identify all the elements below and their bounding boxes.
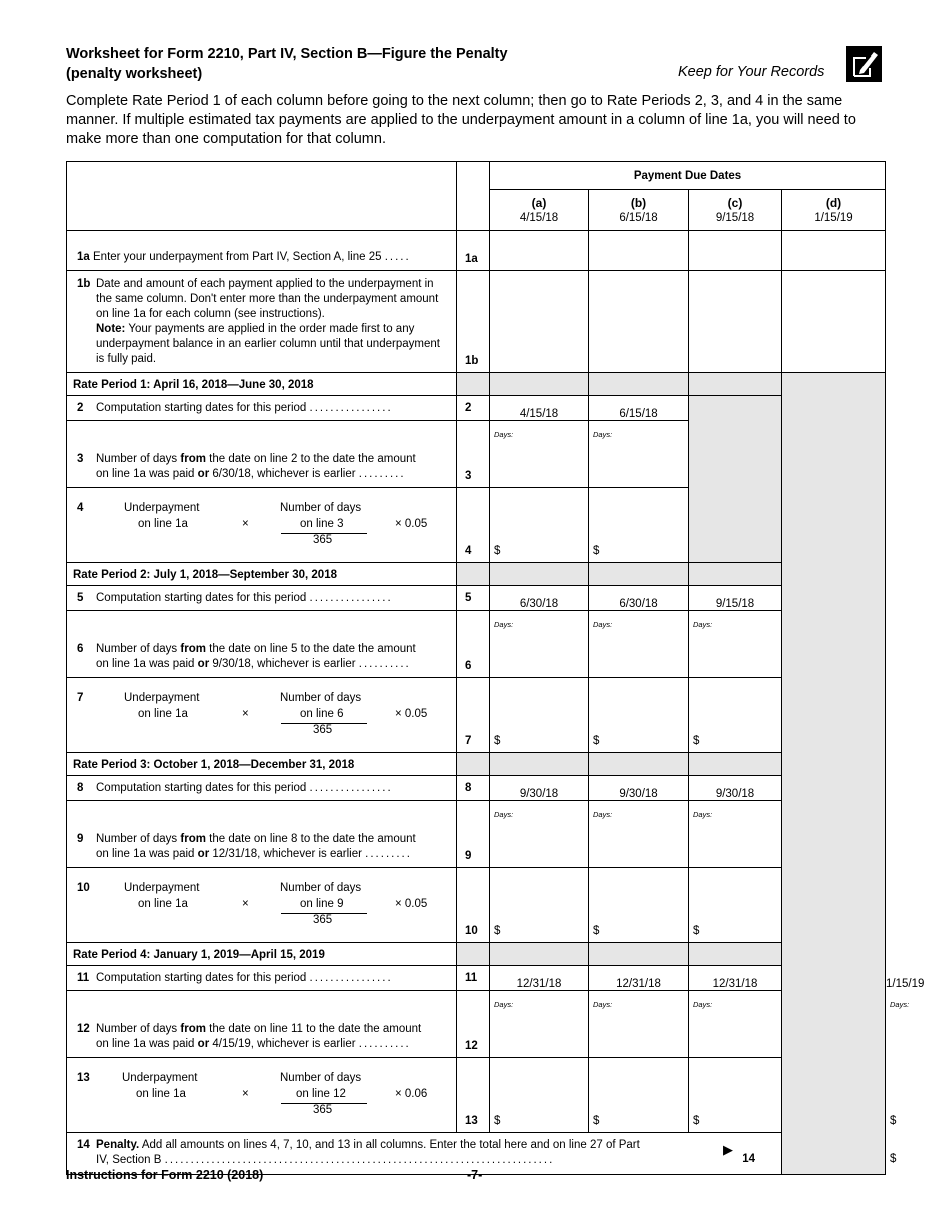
rate-period-3-title: Rate Period 3: October 1, 2018—December 31, 2018	[67, 753, 457, 776]
line-5-a[interactable]: 6/30/18	[490, 586, 589, 611]
page-number: -7-	[467, 1168, 483, 1182]
notepad-pencil-icon	[846, 46, 882, 82]
line-10-c[interactable]: $	[689, 868, 782, 943]
title-line-2: (penalty worksheet)	[66, 66, 203, 82]
footer-form-name: Instructions for Form 2210 (2018)	[66, 1168, 264, 1182]
line-7-box: 7	[457, 678, 490, 753]
line-1b-d[interactable]	[782, 271, 886, 373]
shade	[689, 943, 782, 966]
line-1b-b[interactable]	[589, 271, 689, 373]
line-11-c[interactable]: 12/31/18	[689, 966, 782, 991]
line-8-c[interactable]: 9/30/18	[689, 776, 782, 801]
line-6-label: 6 Number of days from the date on line 5 to the date the amount on line 1a was paid or 9/30/18, whichever is earlier ..........	[67, 611, 457, 678]
line-9-b[interactable]: Days:	[589, 801, 689, 868]
line-8-a[interactable]: 9/30/18	[490, 776, 589, 801]
line-6-a[interactable]: Days:	[490, 611, 589, 678]
shade	[689, 563, 782, 586]
shade	[457, 943, 490, 966]
shade	[457, 753, 490, 776]
line-6-box: 6	[457, 611, 490, 678]
line-1a-d[interactable]	[782, 231, 886, 271]
shade	[589, 373, 689, 396]
column-c-shaded	[689, 396, 782, 563]
column-b-header: (b) 6/15/18	[589, 190, 689, 231]
rate-period-4-title: Rate Period 4: January 1, 2019—April 15, 2019	[67, 943, 457, 966]
line-10-box: 10	[457, 868, 490, 943]
line-4-b[interactable]: $	[589, 488, 689, 563]
line-12-a[interactable]: Days:	[490, 991, 589, 1058]
line-4-a[interactable]: $	[490, 488, 589, 563]
line-9-a[interactable]: Days:	[490, 801, 589, 868]
shade	[490, 373, 589, 396]
title-line-1: Worksheet for Form 2210, Part IV, Section B—Figure the Penalty	[66, 46, 508, 62]
shade	[689, 753, 782, 776]
line-14-box: 14	[742, 1153, 755, 1165]
line-1a-b[interactable]	[589, 231, 689, 271]
line-2-box: 2	[457, 396, 490, 421]
line-13-box: 13	[457, 1058, 490, 1133]
penalty-worksheet-table: Payment Due Dates (a) 4/15/18 (b) 6/15/18 (c) 9/15/18 (d) 1/15/19 1a Enter your underpayment from Part IV, Section A, line 25 ..... 1a 1b Date and amount of each payment applied to the underpayment in the same column. Don't enter more than the underpayment amount on line 1a for each column (see instructions). Note: Your payments are applied in the order made first to any underpayment balance in an earlier column until that underpayment is fully paid. 1b Rate Period 1: April 16, 2018—June 30, 2018 2 Computation starting dates for this period ................ 2 4/15/18 6/15/18 3 Number of days from the date on line 2 to the date the amount on line 1a was paid or 6/30/18, whichever is earlier ......... 3 Days: Days: 4 Underpayment on line 1a × Number of days on line 3 365 × 0.05 4 $ $ Rate Period 2: July 1, 2018—September 30, 2018 5 Computation starting dates for this period ................ 5 6/30/18 6/30/18 9/15/18 6 Number of days from the date on line 5 to the date the amount on line 1a was paid or 9/30/18, whichever is earlier .......... 6 Days: Days: Days: 7 Underpayment on line 1a × Number of days on line 6 365 × 0.05 7 $ $ $ Rate Period 3: October 1, 2018—December 31, 2018 8 Computation starting dates for this period ................ 8 9/30/18 9/30/18 9/30/18 9 Number of days from the date on line 8 to the date the amount on line 1a was paid or 12/31/18, whichever is earlier ......... 9 Days: Days: Days: 10 Underpayment on line 1a × Number of days on line 9 365 × 0.05 10 $ $ $ Rate Period 4: January 1, 2019—April 15, 2019 11 Computation starting dates for this period ................ 11 12/31/18 12/31/18 12/31/18 1/15/19 12 Number of days from the date on line 11 to the date the amount on line 1a was paid or 4/15/19, whichever is earlier .......... 12 Days: Days: Days: Days: 13 Underpayment on line 1a × Number of days on line 12 365 × 0.06 13 $ $ $ $ 14 Penalty. Add all amounts on lines 4, 7, 10, and 13 in all columns. Enter the total here and on line 27 of Part IV, Section B ........................................................................... ▶ 14 $	[66, 161, 886, 1175]
column-d-shaded	[782, 373, 886, 1175]
line-1a-c[interactable]	[689, 231, 782, 271]
rate-period-2-title: Rate Period 2: July 1, 2018—September 30, 2018	[67, 563, 457, 586]
header-blank-box	[457, 162, 490, 231]
worksheet-title	[66, 44, 508, 84]
line-11-box: 11	[457, 966, 490, 991]
line-12-b[interactable]: Days:	[589, 991, 689, 1058]
line-6-c[interactable]: Days:	[689, 611, 782, 678]
instructions-paragraph: Complete Rate Period 1 of each column before going to the next column; then go to Rate Periods 2, 3, and 4 in the same manner. If multiple estimated tax payments are applied to the underpayment amount in a column of line 1a, you will need to make more than one computation for that column.	[66, 93, 856, 147]
shade	[457, 563, 490, 586]
column-c-header: (c) 9/15/18	[689, 190, 782, 231]
line-9-label: 9 Number of days from the date on line 8 to the date the amount on line 1a was paid or 12/31/18, whichever is earlier .........	[67, 801, 457, 868]
line-1b-c[interactable]	[689, 271, 782, 373]
shade	[490, 943, 589, 966]
header-blank	[67, 162, 457, 231]
shade	[689, 373, 782, 396]
line-12-label: 12 Number of days from the date on line 11 to the date the amount on line 1a was paid or 4/15/19, whichever is earlier ..........	[67, 991, 457, 1058]
line-9-box: 9	[457, 801, 490, 868]
shade	[589, 753, 689, 776]
line-2-label: 2 Computation starting dates for this period ................	[67, 396, 457, 421]
line-11-a[interactable]: 12/31/18	[490, 966, 589, 991]
line-3-box: 3	[457, 421, 490, 488]
line-1b-label: 1b Date and amount of each payment applied to the underpayment in the same column. Don't enter more than the underpayment amount on line 1a for each column (see instructions). Note: Your payments are applied in the order made first to any underpayment balance in an earlier column until that underpayment is fully paid.	[67, 271, 457, 373]
line-11-b[interactable]: 12/31/18	[589, 966, 689, 991]
line-13-formula: 13 Underpayment on line 1a × Number of days on line 12 365 × 0.06	[67, 1058, 457, 1133]
line-13-c[interactable]: $	[689, 1058, 782, 1133]
line-8-label: 8 Computation starting dates for this period ................	[67, 776, 457, 801]
line-8-box: 8	[457, 776, 490, 801]
line-2-a[interactable]: 4/15/18	[490, 396, 589, 421]
line-6-b[interactable]: Days:	[589, 611, 689, 678]
line-4-box: 4	[457, 488, 490, 563]
line-9-c[interactable]: Days:	[689, 801, 782, 868]
line-3-label: 3 Number of days from the date on line 2 to the date the amount on line 1a was paid or 6/30/18, whichever is earlier .........	[67, 421, 457, 488]
line-12-c[interactable]: Days:	[689, 991, 782, 1058]
shade	[589, 563, 689, 586]
line-7-a[interactable]: $	[490, 678, 589, 753]
line-12-box: 12	[457, 991, 490, 1058]
line-1a-a[interactable]	[490, 231, 589, 271]
line-7-c[interactable]: $	[689, 678, 782, 753]
line-7-formula: 7 Underpayment on line 1a × Number of days on line 6 365 × 0.05	[67, 678, 457, 753]
line-1a-box: 1a	[457, 231, 490, 271]
rate-period-1-title: Rate Period 1: April 16, 2018—June 30, 2018	[67, 373, 457, 396]
column-d-header: (d) 1/15/19	[782, 190, 886, 231]
arrow-icon: ▶	[723, 1142, 733, 1157]
line-7-b[interactable]: $	[589, 678, 689, 753]
shade	[589, 943, 689, 966]
line-10-formula: 10 Underpayment on line 1a × Number of days on line 9 365 × 0.05	[67, 868, 457, 943]
line-5-c[interactable]: 9/15/18	[689, 586, 782, 611]
line-13-b[interactable]: $	[589, 1058, 689, 1133]
line-1a-label: 1a Enter your underpayment from Part IV, Section A, line 25 .....	[67, 231, 457, 271]
line-5-b[interactable]: 6/30/18	[589, 586, 689, 611]
line-4-formula: 4 Underpayment on line 1a × Number of days on line 3 365 × 0.05	[67, 488, 457, 563]
line-10-b[interactable]: $	[589, 868, 689, 943]
line-1b-a[interactable]	[490, 271, 589, 373]
line-3-a[interactable]: Days:	[490, 421, 589, 488]
column-a-header: (a) 4/15/18	[490, 190, 589, 231]
line-10-a[interactable]: $	[490, 868, 589, 943]
line-13-a[interactable]: $	[490, 1058, 589, 1133]
line-11-label: 11 Computation starting dates for this period ................	[67, 966, 457, 991]
line-2-b[interactable]: 6/15/18	[589, 396, 689, 421]
line-3-b[interactable]: Days:	[589, 421, 689, 488]
payment-due-dates-header: Payment Due Dates	[490, 162, 886, 190]
line-14-label: 14 Penalty. Add all amounts on lines 4, 7, 10, and 13 in all columns. Enter the total here and on line 27 of Part IV, Section B ........................................................................... ▶ 14	[67, 1133, 782, 1175]
shade	[490, 563, 589, 586]
line-5-label: 5 Computation starting dates for this period ................	[67, 586, 457, 611]
shade	[457, 373, 490, 396]
line-8-b[interactable]: 9/30/18	[589, 776, 689, 801]
shade	[490, 753, 589, 776]
keep-for-records: Keep for Your Records	[678, 64, 825, 80]
line-5-box: 5	[457, 586, 490, 611]
line-1b-box: 1b	[457, 271, 490, 373]
